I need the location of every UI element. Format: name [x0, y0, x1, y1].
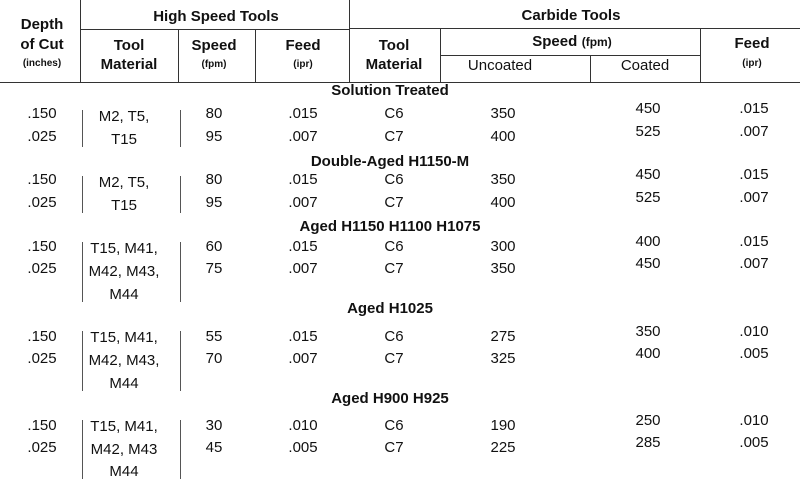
table-cell-depth: .150	[27, 238, 57, 255]
carbide-feed-header: Feed	[734, 35, 770, 52]
material-bracket-left	[82, 110, 83, 147]
table-cell-carbide: C6	[384, 328, 404, 345]
table-cell-hss-feed: .005	[288, 439, 318, 456]
depth-header: Depth	[20, 16, 64, 33]
hss-tool-material: T15, M41,	[90, 240, 158, 257]
hss-tool-material: T15, M41,	[90, 329, 158, 346]
table-cell-feed: .015	[739, 100, 769, 117]
material-bracket-left	[82, 176, 83, 213]
table-cell-carbide: C6	[384, 105, 404, 122]
hss-tool-material: T15	[111, 197, 137, 214]
carbide-material-header: Tool	[378, 37, 410, 54]
table-cell-hss-feed: .007	[288, 260, 318, 277]
table-cell-depth: .025	[27, 128, 57, 145]
table-cell-hss-speed: 70	[205, 350, 223, 367]
table-cell-hss-feed: .010	[288, 417, 318, 434]
section-title: Solution Treated	[331, 82, 449, 99]
table-cell-uncoated: 225	[490, 439, 516, 456]
table-cell-feed: .010	[739, 412, 769, 429]
table-cell-feed: .005	[739, 345, 769, 362]
material-bracket-right	[180, 176, 181, 213]
table-cell-feed: .015	[739, 166, 769, 183]
table-cell-feed: .007	[739, 123, 769, 140]
table-cell-coated: 525	[635, 123, 661, 140]
hss-tool-material: M44	[109, 463, 139, 480]
hss-group-header: High Speed Tools	[153, 8, 279, 25]
section-title: Aged H900 H925	[331, 390, 449, 407]
table-cell-hss-feed: .015	[288, 105, 318, 122]
table-cell-hss-feed: .015	[288, 238, 318, 255]
hss-tool-material: T15	[111, 131, 137, 148]
material-bracket-right	[180, 420, 181, 479]
table-cell-feed: .010	[739, 323, 769, 340]
table-cell-hss-feed: .007	[288, 194, 318, 211]
table-cell-coated: 450	[635, 255, 661, 272]
table-cell-depth: .025	[27, 439, 57, 456]
table-cell-uncoated: 190	[490, 417, 516, 434]
carbide-feed-unit: (ipr)	[742, 58, 762, 69]
table-cell-feed: .007	[739, 255, 769, 272]
table-cell-hss-feed: .015	[288, 171, 318, 188]
table-cell-hss-speed: 80	[205, 105, 223, 122]
hss-material-header: Tool	[113, 37, 145, 54]
header-divider-5	[440, 28, 441, 82]
header-top-rule-carbide	[349, 28, 800, 29]
section-title: Aged H1025	[347, 300, 433, 317]
carbide-group-header: Carbide Tools	[521, 7, 621, 24]
table-cell-carbide: C6	[384, 238, 404, 255]
table-cell-hss-speed: 95	[205, 128, 223, 145]
table-cell-uncoated: 400	[490, 128, 516, 145]
table-cell-uncoated: 300	[490, 238, 516, 255]
speed-subheader-rule	[440, 55, 700, 56]
table-cell-coated: 250	[635, 412, 661, 429]
material-bracket-left	[82, 331, 83, 391]
hss-tool-material: M2, T5,	[98, 108, 150, 125]
section-title: Double-Aged H1150-M	[310, 153, 470, 170]
table-cell-carbide: C6	[384, 417, 404, 434]
table-cell-coated: 450	[635, 166, 661, 183]
table-cell-hss-speed: 60	[205, 238, 223, 255]
hss-material-header-line2: Material	[100, 56, 158, 73]
header-divider-2	[178, 29, 179, 82]
table-cell-coated: 285	[635, 434, 661, 451]
material-bracket-left	[82, 420, 83, 479]
hss-tool-material: T15, M41,	[90, 418, 158, 435]
material-bracket-right	[180, 242, 181, 302]
table-cell-depth: .150	[27, 171, 57, 188]
table-cell-carbide: C7	[384, 128, 404, 145]
table-cell-depth: .025	[27, 350, 57, 367]
table-cell-hss-speed: 55	[205, 328, 223, 345]
table-cell-feed: .007	[739, 189, 769, 206]
hss-tool-material: M44	[109, 375, 139, 392]
table-cell-depth: .150	[27, 328, 57, 345]
table-cell-coated: 525	[635, 189, 661, 206]
material-bracket-right	[180, 331, 181, 391]
table-cell-depth: .150	[27, 417, 57, 434]
table-cell-hss-speed: 45	[205, 439, 223, 456]
material-bracket-right	[180, 110, 181, 147]
header-divider-4	[349, 0, 350, 82]
hss-tool-material: M42, M43	[90, 441, 158, 458]
table-cell-hss-feed: .007	[288, 350, 318, 367]
header-divider-3	[255, 29, 256, 82]
depth-unit: (inches)	[22, 58, 62, 69]
table-cell-coated: 400	[635, 233, 661, 250]
table-cell-hss-speed: 30	[205, 417, 223, 434]
hss-tool-material: M44	[109, 286, 139, 303]
depth-header-line2: of Cut	[20, 36, 64, 53]
hss-feed-header: Feed	[285, 37, 321, 54]
carbide-speed-label: Speed	[532, 33, 578, 50]
table-cell-coated: 450	[635, 100, 661, 117]
table-cell-carbide: C7	[384, 439, 404, 456]
hss-tool-material: M42, M43,	[88, 352, 160, 369]
table-cell-hss-speed: 75	[205, 260, 223, 277]
table-cell-uncoated: 325	[490, 350, 516, 367]
table-cell-uncoated: 350	[490, 260, 516, 277]
carbide-speed-unit: (fpm)	[581, 35, 612, 49]
table-cell-depth: .150	[27, 105, 57, 122]
carbide-material-header-line2: Material	[365, 56, 423, 73]
table-cell-hss-speed: 80	[205, 171, 223, 188]
table-cell-depth: .025	[27, 260, 57, 277]
material-bracket-left	[82, 242, 83, 302]
hss-tool-material: M42, M43,	[88, 263, 160, 280]
carbide-speed-header	[532, 33, 611, 51]
header-divider-7	[700, 28, 701, 82]
hss-feed-unit: (ipr)	[293, 59, 313, 70]
uncoated-header: Uncoated	[467, 57, 533, 74]
hss-speed-unit: (fpm)	[201, 59, 227, 70]
table-cell-carbide: C6	[384, 171, 404, 188]
coated-header: Coated	[620, 57, 670, 74]
header-divider-6	[590, 55, 591, 82]
table-cell-depth: .025	[27, 194, 57, 211]
table-cell-carbide: C7	[384, 260, 404, 277]
table-cell-coated: 400	[635, 345, 661, 362]
table-cell-hss-speed: 95	[205, 194, 223, 211]
table-cell-carbide: C7	[384, 194, 404, 211]
table-cell-hss-feed: .007	[288, 128, 318, 145]
header-top-rule-hss	[80, 29, 349, 30]
table-cell-uncoated: 350	[490, 105, 516, 122]
table-cell-uncoated: 350	[490, 171, 516, 188]
hss-tool-material: M2, T5,	[98, 174, 150, 191]
table-cell-feed: .005	[739, 434, 769, 451]
table-cell-uncoated: 275	[490, 328, 516, 345]
section-title: Aged H1150 H1100 H1075	[299, 218, 481, 235]
header-divider-1	[80, 0, 81, 82]
table-cell-hss-feed: .015	[288, 328, 318, 345]
table-cell-feed: .015	[739, 233, 769, 250]
table-cell-carbide: C7	[384, 350, 404, 367]
hss-speed-header: Speed	[191, 37, 237, 54]
table-cell-coated: 350	[635, 323, 661, 340]
table-cell-uncoated: 400	[490, 194, 516, 211]
